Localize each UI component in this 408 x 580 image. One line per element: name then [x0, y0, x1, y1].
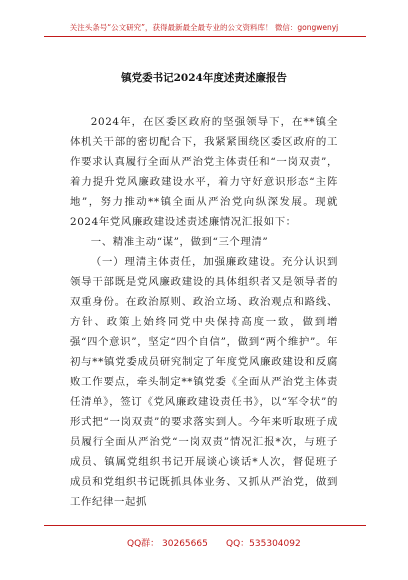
section-heading: 一、精准主动“谋”，做到“三个理清”: [90, 236, 269, 248]
qq-contact-text: QQ：535304092: [226, 539, 301, 549]
qq-group-text: QQ群： 30265665: [127, 539, 208, 549]
footer-divider: [44, 525, 366, 526]
document-title: 镇党委书记2024年度述责述廉报告: [121, 72, 287, 84]
document-body: [70, 112, 338, 512]
top-banner: 关注头条号“公文研究”，获得最新最全最专业的公文资料库！ 微信：gongwenyj: [69, 23, 339, 32]
header-divider: [44, 36, 366, 37]
paragraph: 2024年，在区委区政府的坚强领导下，在**镇全体机关干部的密切配合下，我紧紧围绕区委区政府的工作要求认真履行全面从严治党主体责任和“一岗双责”，着力提升党风廉政建设水平，着力守好意识形态“主阵地”，努力推动**镇全面从严治党向纵深发展。现就2024年党风廉政建设述责述廉情况汇报如下：: [70, 116, 338, 228]
paragraph: （一）理清主体责任，加强廉政建设。充分认识到领导干部既是党风廉政建设的具体组织者又是领导者的双重身份。在政治原则、政治立场、政治观点和路线、方针、政策上始终同党中央保持高度一致，做到增强“四个意识”，坚定“四个自信”，做到“两个维护”。年初与**镇党委成员研究制定了年度党风廉政建设和反腐败工作要点，牵头制定**镇党委《全面从严治党主体责任清单》，签订《党风廉政建设责任书》，以“军令状”的形式把“一岗双责”的要求落实到人。今年来听取班子成员履行全面从严治党“一岗双责”情况汇报*次，与班子成员、镇属党组织书记开展谈心谈话*人次，督促班子成员和党组织书记既抓具体业务、又抓从严治党，做到工作纪律一起抓: [70, 256, 338, 508]
